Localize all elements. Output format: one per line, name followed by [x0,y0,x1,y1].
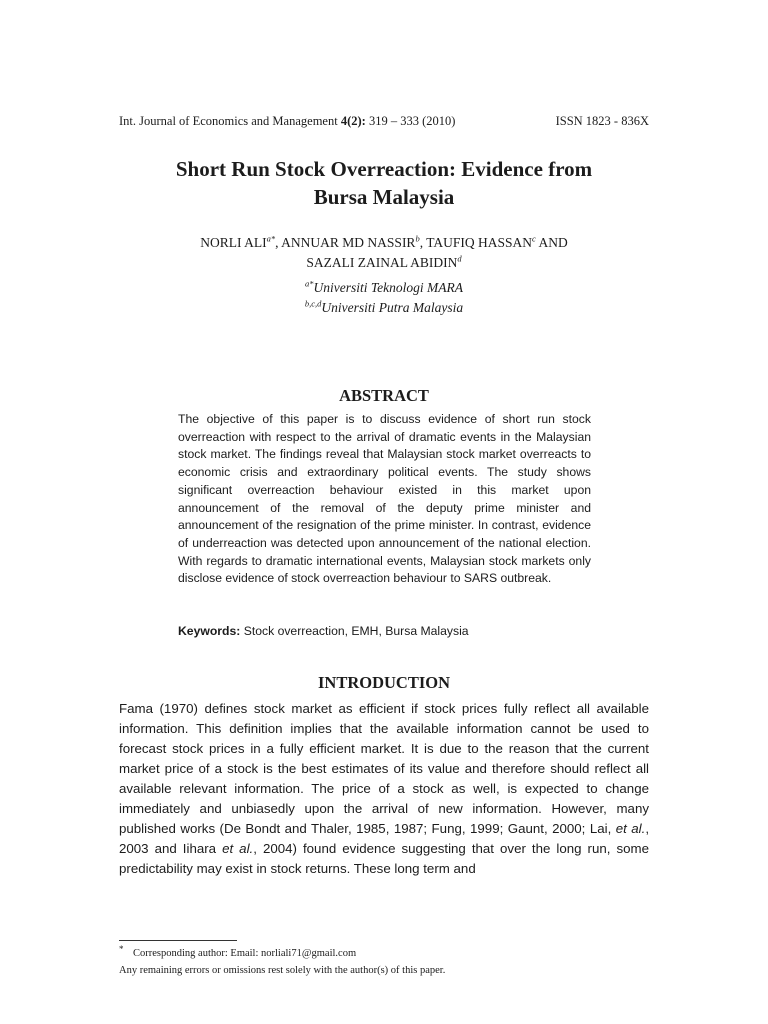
abstract-heading: ABSTRACT [339,386,429,405]
intro-etal: et al. [222,841,254,856]
author-name: TAUFIQ HASSAN [426,235,533,250]
paper-title-line-2: Bursa Malaysia [313,185,455,209]
author-conjunction: AND [535,235,568,250]
keywords [178,623,591,641]
keywords-text: Stock overreaction, EMH, Bursa Malaysia [240,624,469,638]
author-separator: , [275,235,282,250]
journal-citation [119,113,455,129]
affiliation-name: Universiti Putra Malaysia [321,300,464,315]
author-name: ANNUAR MD NASSIR [281,235,416,250]
affiliation [100,298,668,318]
paper-title-line-1: Short Run Stock Overreaction: Evidence from [175,157,593,181]
introduction-text [119,699,649,879]
disclaimer-footnote: Any remaining errors or omissions rest solely with the author(s) of this paper. [119,965,446,976]
author-name: NORLI ALI [200,235,267,250]
author-marker: b [415,233,420,244]
abstract-text: The objective of this paper is to discuss evidence of short run stock overreaction with respect to the arrival of dramatic events in the Malaysian stock market. The findings reveal that Malaysian stock market overreacts to economic crisis and extraordinary political events. The study shows significant overreaction behaviour existed in this market upon announcement of the removal of the deputy prime minister and announcement of the resignation of the prime minister. In contrast, evidence of underreaction was detected upon announcement of the national election. With regards to dramatic international events, Malaysian stock markets only disclose evidence of stock overreaction behaviour to SARS outbreak. [178,412,591,586]
intro-text-part: , 2004) found evidence suggesting that over the long run, some predictability may exist in stock returns. These long term and [119,841,649,876]
journal-pages-year: 319 – 333 (2010) [365,114,456,128]
author-marker: a* [266,233,276,244]
author-line-1 [100,233,668,253]
affiliation-marker: b,c,d [304,298,322,309]
journal-name: Int. Journal of Economics and Management [119,114,341,128]
intro-text-part: , 2003 and Iihara [119,821,650,856]
intro-etal: et al. [615,821,646,836]
author-name: SAZALI ZAINAL ABIDIN [306,255,458,270]
affiliation-name: Universiti Teknologi MARA [313,280,463,295]
author-separator: , [419,235,427,250]
corresponding-author-footnote: * Corresponding author: Email: norliali71@gmail.com [119,943,357,959]
issn: ISSN 1823 - 836X [555,114,649,128]
footnote-divider [119,940,237,941]
author-list [100,233,668,273]
author-marker: d [457,253,462,264]
affiliation-marker: a* [305,278,314,289]
keywords-label: Keywords: [178,624,241,638]
affiliation [100,278,668,298]
introduction-heading: INTRODUCTION [317,673,451,692]
intro-text-part: Fama (1970) defines stock market as efficient if stock prices fully reflect all available information. This definition implies that the available information cannot be used to forecast stock prices in a fully efficient market. It is due to the reason that the current market price of a stock is the best estimates of its value and therefore should reflect all available relevant information. The price of a stock as well, is expected to change immediately and unbiasedly upon the arrival of new information. However, many published works (De Bondt and Thaler, 1985, 1987; Fung, 1999; Gaunt, 2000; Lai, [119,701,649,836]
author-line-2 [100,253,668,273]
corresponding-author-text: Corresponding author: Email: norliali71@gmail.com [133,948,357,959]
journal-volume-issue: 4(2): [340,114,366,128]
paper-title [100,155,668,211]
author-marker: c [532,233,536,244]
